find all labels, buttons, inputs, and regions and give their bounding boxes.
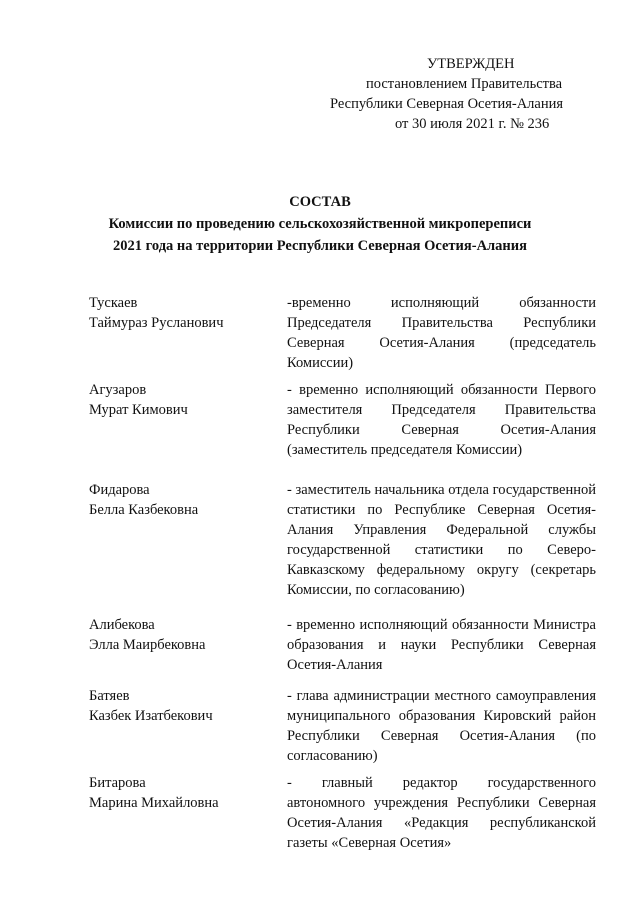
approval-line-2: Республики Северная Осетия-Алания: [330, 96, 564, 112]
member-name: [89, 480, 269, 520]
member-given-name: Белла Казбековна: [89, 502, 199, 518]
member-surname: Алибекова: [89, 617, 155, 633]
member-role: - глава администрации местного самоуправления муниципального образования Кировский район Республики Северная Осетия-Алания (по согласованию): [287, 688, 596, 764]
approval-line-3: от 30 июля 2021 г. № 236: [395, 116, 550, 132]
member-given-name: Марина Михайловна: [89, 795, 219, 811]
member-role: - главный редактор государственного автономного учреждения Республики Северная Осетия-Алания «Редакция республиканской газеты «Северная Осетия»: [287, 775, 596, 851]
member-surname: Агузаров: [89, 382, 147, 398]
member-given-name: Элла Маирбековна: [89, 637, 206, 653]
document-title: [0, 192, 640, 256]
approval-word: УТВЕРЖДЕН: [427, 56, 515, 72]
member-given-name: Мурат Кимович: [89, 402, 188, 418]
member-given-name: Таймураз Русланович: [89, 315, 224, 331]
member-name: [89, 615, 269, 655]
title-line-1: Комиссии по проведению сельскохозяйственной микропереписи: [108, 216, 532, 232]
member-role: - временно исполняющий обязанности Министра образования и науки Республики Северная Осетия-Алания: [287, 617, 596, 673]
member-role: - заместитель начальника отдела государственной статистики по Республике Северная Осетия-Алания Управления Федеральной службы государственной статистики по Северо-Кавказскому федеральному округу (секретарь Комиссии, по согласованию): [287, 482, 596, 598]
member-name: [89, 380, 269, 420]
member-role: -временно исполняющий обязанности Председателя Правительства Республики Северная Осетия-Алания (председатель Комиссии): [287, 295, 596, 371]
member-name: [89, 686, 269, 726]
title-heading: СОСТАВ: [289, 194, 351, 210]
member-surname: Фидарова: [89, 482, 150, 498]
member-surname: Битарова: [89, 775, 146, 791]
member-role: - временно исполняющий обязанности Первого заместителя Председателя Правительства Республики Северная Осетия-Алания (заместитель председателя Комиссии): [287, 382, 596, 458]
title-line-2: 2021 года на территории Республики Северная Осетия-Алания: [113, 238, 527, 254]
approval-line-1: постановлением Правительства: [366, 76, 563, 92]
member-surname: Батяев: [89, 688, 130, 704]
member-name: [89, 773, 269, 813]
member-name: [89, 293, 269, 333]
member-given-name: Казбек Изатбекович: [89, 708, 213, 724]
member-surname: Тускаев: [89, 295, 138, 311]
